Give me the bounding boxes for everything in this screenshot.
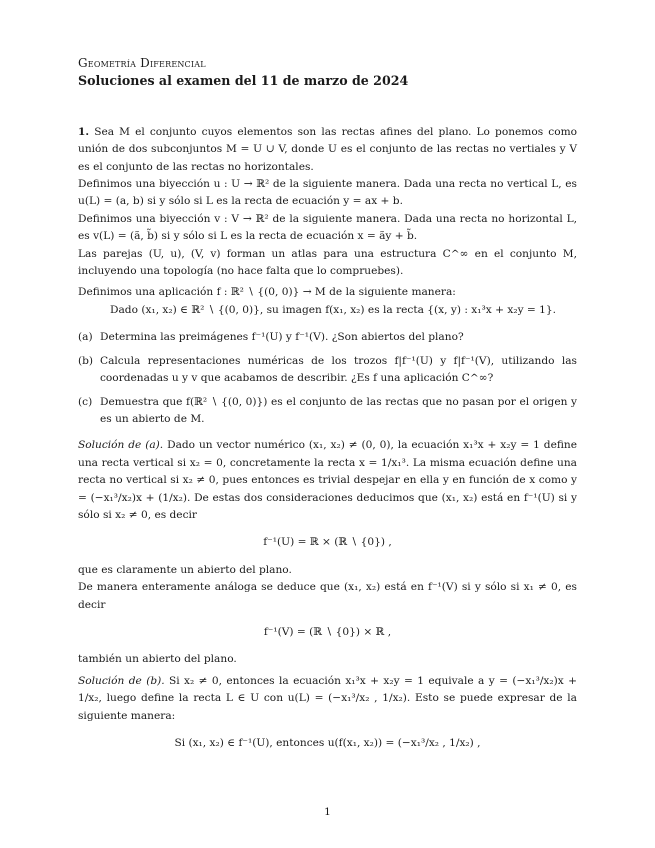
solution-a-label: Solución de (a).	[78, 439, 164, 452]
bijection-v: Definimos una biyección v : V → ℝ² de la siguiente manera. Dada una recta no horizontal L, es v(L) = (ã, b̃) si y sólo si L es la recta de ecuación x = ãy + b̃.	[78, 212, 577, 243]
exercise-text: Demuestra que f(ℝ² ∖ {(0, 0)}) es el conjunto de las rectas que no pasan por el origen y es un abierto de M.	[100, 395, 577, 425]
problem-intro	[78, 124, 577, 176]
exercise-label: (a)	[78, 331, 93, 344]
exercise-item-a	[78, 329, 577, 346]
course-name: Geometría Diferencial	[78, 56, 206, 70]
map-rule: Dado (x₁, x₂) ∈ ℝ² ∖ {(0, 0)}, su imagen f(x₁, x₂) es la recta {(x, y) : x₁³x + x₂y = 1}.	[110, 303, 557, 316]
bijection-u: Definimos una biyección u : U → ℝ² de la siguiente manera. Dada una recta no vertical L, es u(L) = (a, b) si y sólo si L es la recta de ecuación y = ax + b.	[78, 178, 577, 208]
solution-b-text: Si x₂ ≠ 0, entonces la ecuación x₁³x + x₂y = 1 equivale a y = (−x₁³/x₂)x + 1/x₂, luego define la recta L ∈ U con u(L) = (−x₁³/x₂ , 1/x₂). Esto se puede expresar de la siguiente manera:	[78, 674, 577, 722]
page-number: 1	[324, 806, 331, 818]
equation-preimage-u: f⁻¹(U) = ℝ × (ℝ ∖ {0}) ,	[263, 536, 392, 549]
solution-a-paragraph	[78, 437, 577, 524]
solution-a-text: Dado un vector numérico (x₁, x₂) ≠ (0, 0), la ecuación x₁³x + x₂y = 1 define una recta vertical si x₂ = 0, concretamente la recta x = 1/x₁³. La misma ecuación define una recta no vertical si x₂ ≠ 0, pues entonces es trivial despejar en ella y en función de x como y = (−x₁³/x₂)x + (1/x₂). De estas dos consideraciones deducimos que (x₁, x₂) está en f⁻¹(U) si y sólo si x₂ ≠ 0, es decir	[78, 439, 577, 521]
problem-number: 1.	[78, 125, 90, 138]
exercise-item-b	[78, 353, 577, 388]
solution-a-conclusion: también un abierto del plano.	[78, 653, 237, 666]
map-definition: Definimos una aplicación f : ℝ² ∖ {(0, 0)} → M de la siguiente manera:	[78, 286, 456, 299]
atlas-statement: Las parejas (U, u), (V, v) forman un atlas para una estructura C^∞ en el conjunto M, incluyendo una topología (no hace falta que lo compruebes).	[78, 247, 577, 278]
document-title: Soluciones al examen del 11 de marzo de 2024	[78, 73, 409, 89]
solution-b-paragraph	[78, 673, 577, 725]
solution-b-label: Solución de (b).	[78, 674, 165, 687]
equation-local-representation: Si (x₁, x₂) ∈ f⁻¹(U), entonces u(f(x₁, x₂)) = (−x₁³/x₂ , 1/x₂) ,	[174, 737, 481, 749]
exercise-label: (b)	[78, 354, 94, 367]
solution-a-open-note: que es claramente un abierto del plano.	[78, 563, 292, 576]
problem-intro-text: Sea M el conjunto cuyos elementos son las rectas afines del plano. Lo ponemos como unión de dos subconjuntos M = U ∪ V, donde U es el conjunto de las rectas no vertiales y V es el conjunto de las rectas no horizontales.	[78, 125, 577, 173]
exercise-item-c	[78, 394, 577, 429]
equation-preimage-v: f⁻¹(V) = (ℝ ∖ {0}) × ℝ ,	[263, 625, 392, 638]
exercise-text: Determina las preimágenes f⁻¹(U) y f⁻¹(V). ¿Son abiertos del plano?	[100, 331, 464, 344]
exercise-label: (c)	[78, 395, 93, 408]
exercise-text: Calcula representaciones numéricas de los trozos f|f⁻¹(U) y f|f⁻¹(V), utilizando las coordenadas u y v que acabamos de describir. ¿Es f una aplicación C^∞?	[100, 354, 577, 385]
solution-a-analogous: De manera enteramente análoga se deduce que (x₁, x₂) está en f⁻¹(V) si y sólo si x₁ ≠ 0, es decir	[78, 581, 577, 611]
